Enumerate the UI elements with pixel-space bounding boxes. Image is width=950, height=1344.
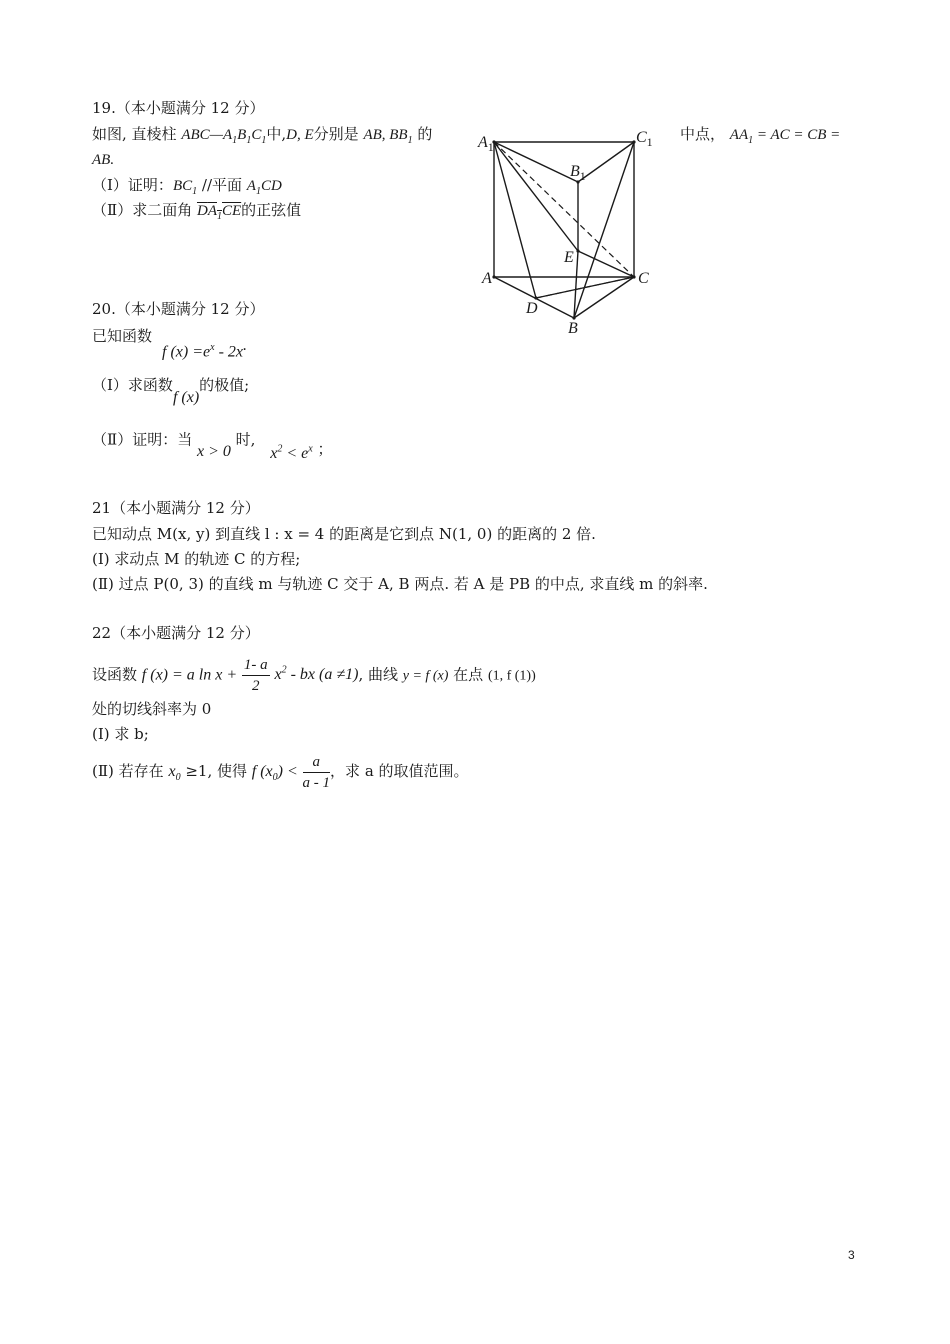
q22-function xyxy=(92,648,536,694)
q19-intro-c: 分别是 xyxy=(313,125,359,143)
q19-p2-angle: $DA_1CE$ xyxy=(196,203,242,222)
q22-at-point: 在点 xyxy=(453,665,484,684)
q19-p2-label: （Ⅱ）求二面角 xyxy=(92,201,193,219)
label-e: E xyxy=(564,249,574,266)
label-a1: $A_1$ xyxy=(478,134,494,154)
label-d: D xyxy=(526,300,538,317)
q19-p1-bc: $BC_1$ xyxy=(172,178,198,197)
q20-p1-tail: 的极值; xyxy=(199,376,250,394)
q19-prism: $ABC—A_1B_1C_1$ xyxy=(181,127,267,146)
edge-a1e xyxy=(494,142,578,251)
edge-a1d xyxy=(494,142,536,298)
q22-point: (1, f (1)) xyxy=(487,668,536,684)
q22-p2-a: (Ⅱ) 若存在 xyxy=(92,762,164,780)
q22-part1: (Ⅰ) 求 b; xyxy=(92,725,149,743)
label-c1: $C_1$ xyxy=(636,129,653,149)
q19-eq: $AA_1$ = AC = CB = xyxy=(729,127,841,146)
q22-f-a: f (x) = a ln x + xyxy=(141,666,238,684)
q22-f-b: $x^2$ - bx (a ≠1) xyxy=(274,665,359,684)
prism-figure xyxy=(470,120,670,340)
q22-line2: 处的切线斜率为 0 xyxy=(92,700,212,718)
q22-p2-fraction: $\frac{a}{a - 1}$ xyxy=(302,753,331,791)
q19-p1-label: （Ⅰ）证明： xyxy=(92,176,173,194)
edge-ec xyxy=(578,251,634,277)
q19-header: 19.（本小题满分 12 分） xyxy=(92,99,265,117)
q20-p2-label: （Ⅱ）证明：当 xyxy=(92,430,193,449)
q21-part1: (Ⅰ) 求动点 M 的轨迹 C 的方程; xyxy=(92,550,301,568)
q19-part2 xyxy=(92,200,301,227)
q22-set: 设函数 xyxy=(92,665,138,684)
q22-part2 xyxy=(92,748,469,794)
q21-part2: (Ⅱ) 过点 P(0, 3) 的直线 m 与轨迹 C 交于 A, B 两点. 若 A 是 PB 的中点, 求直线 m 的斜率. xyxy=(92,575,708,593)
q20-p1-func: f (x) xyxy=(172,389,200,406)
q20-part1 xyxy=(92,375,250,406)
q19-intro xyxy=(92,124,432,151)
q19-intro-cont xyxy=(680,124,840,151)
q20-p2-ineq: $x^2 < e^x$ xyxy=(270,444,313,463)
q22-x0: $x_0$ xyxy=(168,763,181,784)
label-b1: $B_1$ xyxy=(570,163,586,183)
q20-part2 xyxy=(92,426,333,463)
label-c: C xyxy=(638,270,649,287)
page-number: 3 xyxy=(848,1248,855,1262)
q20-given: 已知函数 xyxy=(92,327,153,345)
q21-header: 21（本小题满分 12 分） xyxy=(92,499,260,517)
q22-p2-f: f $(x_0)$ < xyxy=(251,763,298,784)
q22-p2-ge: ≥1, 使得 xyxy=(180,762,247,780)
edge-a1b1 xyxy=(494,142,578,182)
q19-ab-bb: AB, $BB_1$ xyxy=(363,127,413,146)
q19-intro-b: 中, xyxy=(266,125,287,143)
q19-p1-mid: //平面 xyxy=(201,176,242,194)
q19-intro-a: 如图, 直棱柱 xyxy=(92,125,177,143)
q19-intro-d: 的 xyxy=(417,125,433,143)
q19-p2-tail: 的正弦值 xyxy=(241,201,302,219)
q22-fraction: $\frac{1- a}{2}$ xyxy=(243,656,268,694)
q22-curve-eq: y = f (x) xyxy=(402,668,449,684)
label-b: B xyxy=(568,320,578,337)
q22-curve: , 曲线 xyxy=(358,665,398,684)
label-a: A xyxy=(482,270,492,287)
q19-cont: 中点， xyxy=(680,125,726,143)
q20-function: f $(x) =e^x - 2x$. xyxy=(162,337,247,361)
q22-p2-tail: ，求 a 的取值范围。 xyxy=(330,762,469,780)
q19-ab-end: AB. xyxy=(92,152,115,168)
q19-p1-plane: $A_1CD$ xyxy=(246,178,282,197)
q19-part1 xyxy=(92,175,282,202)
q20-header: 20.（本小题满分 12 分） xyxy=(92,300,265,318)
q20-p2-tail: ； xyxy=(317,440,333,459)
q19-de: D, E xyxy=(286,127,314,143)
q22-header: 22（本小题满分 12 分） xyxy=(92,624,260,642)
q20-p2-mid: 时, xyxy=(235,430,256,449)
q21-line1: 已知动点 M(x, y) 到直线 l : x = 4 的距离是它到点 N(1, 0) 的距离的 2 倍. xyxy=(92,525,596,543)
q20-p2-cond: x > 0 xyxy=(196,443,231,461)
q20-p1-label: （Ⅰ）求函数 xyxy=(92,376,173,394)
edge-b1c1 xyxy=(578,142,634,182)
